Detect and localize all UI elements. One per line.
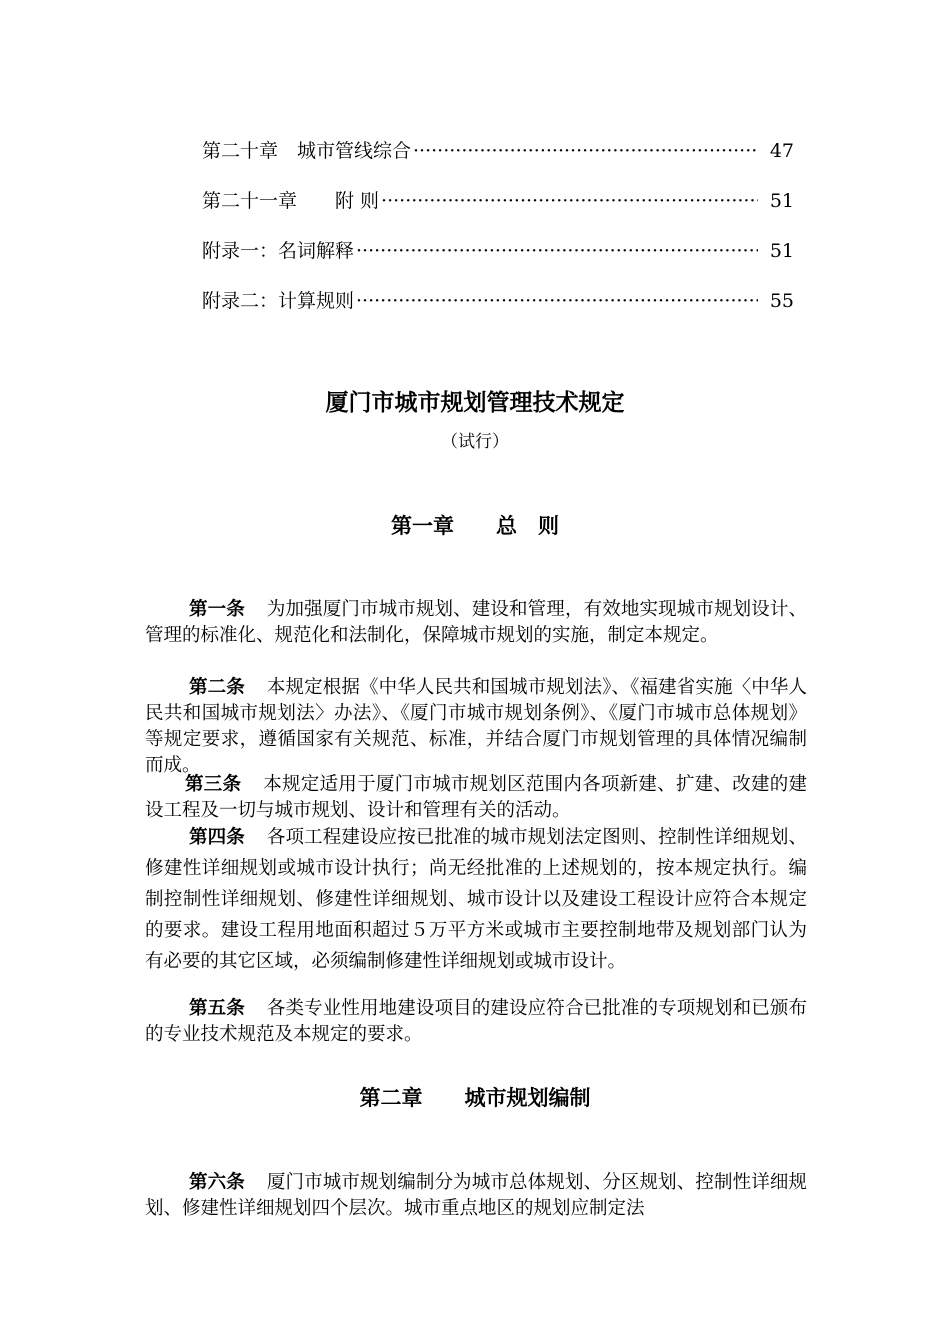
toc-entry-title: 附录一：名词解释 — [202, 240, 355, 262]
toc-entry[interactable] — [202, 286, 794, 336]
article-label: 第五条 — [189, 998, 245, 1019]
article-label: 第二条 — [189, 677, 245, 698]
chapter-heading: 第二章 城市规划编制 — [359, 1086, 591, 1110]
toc-entry-title: 第二十章 城市管线综合 — [202, 140, 412, 162]
article-label: 第三条 — [185, 774, 242, 795]
toc-entry-page: 47 — [769, 140, 794, 162]
chapter-heading: 第一章 总 则 — [391, 514, 559, 538]
article-text: 本规定根据《中华人民共和国城市规划法》、《福建省实施〈中华人民共和国城市规划法〉办法》、《厦门市城市规划条例》、《厦门市城市总体规划》等规定要求，遵循国家有关规范、标准，并结合厦门市规划管理的具体情况编制而成。 — [145, 677, 807, 776]
toc-entry[interactable] — [202, 186, 794, 236]
article-text: 各项工程建设应按已批准的城市规划法定图则、控制性详细规划、修建性详细规划或城市设计执行；尚无经批准的上述规划的，按本规定执行。编制控制性详细规划、修建性详细规划、城市设计以及建设工程设计应符合本规定的要求。建设工程用地面积超过５万平方米或城市主要控制地带及规划部门认为有必要的其它区域，必须编制修建性详细规划或城市设计。 — [145, 827, 807, 972]
article-paragraph — [145, 996, 807, 1048]
article-label: 第六条 — [189, 1172, 245, 1193]
article-label: 第四条 — [189, 827, 245, 848]
toc-entry-title: 第二十一章 附 则 — [202, 190, 380, 212]
toc-entry-title: 附录二：计算规则 — [202, 290, 355, 312]
toc-leader-dots — [356, 290, 758, 312]
article-paragraph — [145, 1170, 807, 1222]
toc-leader-dots — [381, 190, 758, 212]
article-paragraph — [145, 675, 807, 779]
article-paragraph — [145, 772, 807, 824]
document-title: 厦门市城市规划管理技术规定 — [325, 390, 625, 416]
toc-entry[interactable] — [202, 136, 794, 186]
toc-entry-page: 51 — [769, 240, 794, 262]
document-subtitle: （试行） — [441, 432, 509, 452]
article-paragraph — [145, 822, 807, 977]
toc-leader-dots — [413, 140, 758, 162]
toc-entry-page: 51 — [769, 190, 794, 212]
toc-entry[interactable] — [202, 236, 794, 286]
toc-entry-page: 55 — [769, 290, 794, 312]
article-paragraph — [145, 597, 807, 649]
article-text: 本规定适用于厦门市城市规划区范围内各项新建、扩建、改建的建设工程及一切与城市规划、设计和管理有关的活动。 — [145, 774, 807, 821]
article-text: 厦门市城市规划编制分为城市总体规划、分区规划、控制性详细规划、修建性详细规划四个层次。城市重点地区的规划应制定法 — [145, 1172, 807, 1219]
table-of-contents — [202, 136, 794, 336]
toc-leader-dots — [356, 240, 758, 262]
article-text: 各类专业性用地建设项目的建设应符合已批准的专项规划和已颁布的专业技术规范及本规定的要求。 — [145, 998, 807, 1045]
article-text: 为加强厦门市城市规划、建设和管理，有效地实现城市规划设计、管理的标准化、规范化和法制化，保障城市规划的实施，制定本规定。 — [145, 599, 807, 646]
article-label: 第一条 — [189, 599, 245, 620]
